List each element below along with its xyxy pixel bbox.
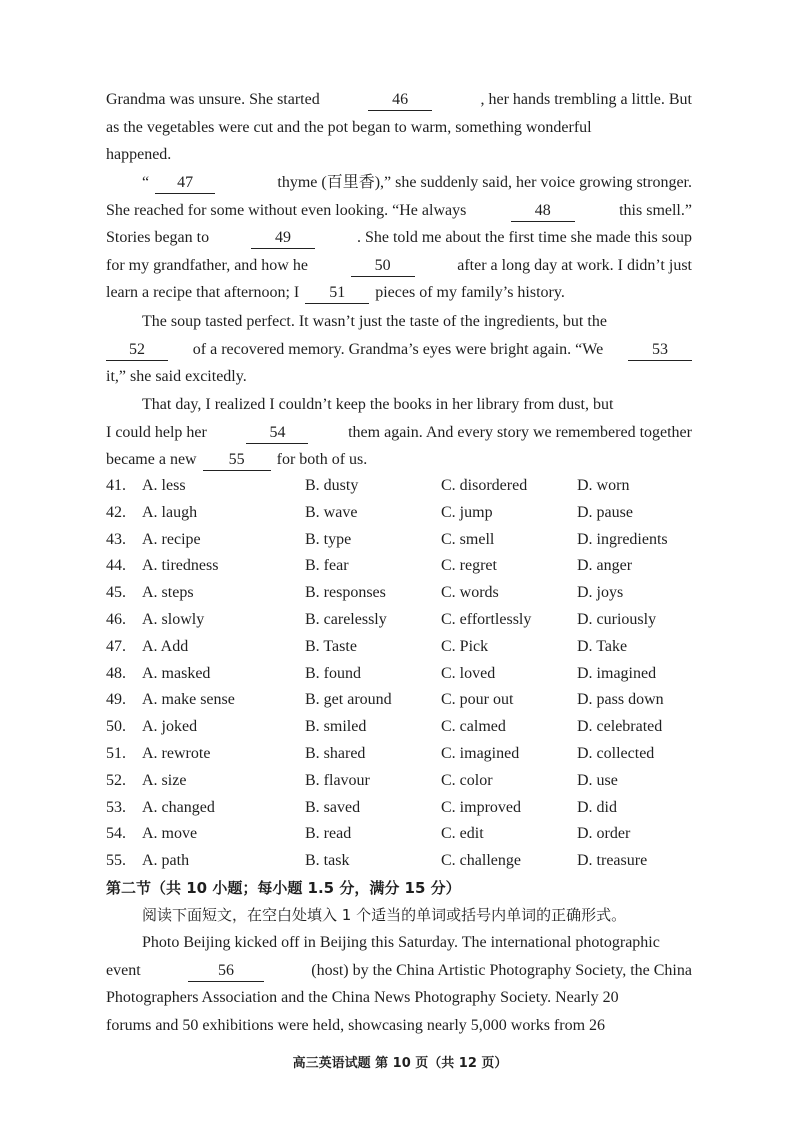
option-c: C. jump — [441, 503, 493, 521]
option-row — [106, 741, 706, 768]
option-d: D. use — [577, 771, 618, 789]
text-segment: event — [106, 961, 141, 979]
passage-paragraph-3 — [106, 308, 692, 391]
text-segment: forums and 50 exhibitions were held, showcasing nearly 5,000 works from 26 — [106, 1016, 606, 1034]
option-a: A. less — [142, 477, 186, 494]
text-line — [106, 224, 692, 252]
question-number: 55. — [106, 852, 126, 870]
text-line — [106, 252, 692, 280]
blank-52: 52 — [106, 340, 168, 361]
question-number: 45. — [106, 584, 126, 602]
option-row — [106, 768, 706, 795]
text-segment: I could help her — [106, 423, 207, 441]
text-line — [106, 141, 692, 169]
option-b: B. read — [305, 825, 352, 843]
question-number: 44. — [106, 557, 126, 575]
option-a: A. tiredness — [142, 557, 219, 575]
option-c: C. words — [441, 584, 499, 602]
text-segment: Grandma was unsure. She started — [106, 91, 320, 108]
option-row — [106, 553, 706, 580]
option-d: D. anger — [577, 557, 633, 575]
option-d: D. curiously — [577, 610, 657, 628]
option-a: A. joked — [142, 718, 198, 736]
option-a: A. masked — [142, 664, 211, 682]
option-c: C. loved — [441, 664, 496, 682]
option-a: A. rewrote — [142, 744, 211, 762]
text-segment: Photographers Association and the China News Photography Society. Nearly 20 — [106, 989, 619, 1007]
option-row — [106, 821, 706, 848]
option-d: D. joys — [577, 584, 624, 602]
question-number: 47. — [106, 637, 126, 655]
option-a: A. changed — [142, 798, 215, 816]
option-b: B. shared — [305, 744, 366, 762]
option-b: B. dusty — [305, 477, 359, 494]
option-c: C. regret — [441, 557, 497, 575]
passage-paragraph-1 — [106, 86, 692, 169]
option-d: D. treasure — [577, 852, 648, 870]
blank-50: 50 — [351, 256, 415, 277]
option-c: C. improved — [441, 798, 521, 816]
blank-56: 56 — [188, 961, 264, 982]
option-c: C. effortlessly — [441, 610, 532, 628]
text-line — [106, 391, 692, 419]
option-d: D. ingredients — [577, 530, 668, 548]
option-b: B. wave — [305, 503, 358, 521]
text-segment: “ — [142, 174, 150, 191]
text-segment: for my grandfather, and how he — [106, 256, 308, 274]
option-d: D. worn — [577, 477, 630, 494]
option-row — [106, 607, 706, 634]
option-a: A. make sense — [142, 691, 235, 709]
option-a: A. recipe — [142, 530, 201, 548]
text-segment: as the vegetables were cut and the pot began to warm, something wonderful — [106, 118, 592, 136]
text-line — [106, 419, 692, 447]
question-number: 43. — [106, 530, 126, 548]
text-segment: . She told me about the first time she made this soup — [356, 229, 692, 247]
option-d: D. Take — [577, 637, 628, 655]
question-number: 52. — [106, 771, 126, 789]
question-number: 50. — [106, 718, 126, 736]
text-segment: became a new — [106, 451, 197, 469]
option-c: C. disordered — [441, 477, 528, 494]
text-line — [106, 363, 692, 391]
blank-49: 49 — [251, 228, 315, 249]
text-segment: learn a recipe that afternoon; I — [106, 284, 300, 302]
option-row — [106, 580, 706, 607]
section-instruction: 阅读下面短文，在空白处填入 1 个适当的单词或括号内单词的正确形式。 — [142, 906, 627, 924]
option-row — [106, 687, 706, 714]
blank-46: 46 — [368, 90, 432, 111]
option-d: D. pass down — [577, 691, 664, 709]
question-number: 46. — [106, 610, 126, 628]
passage-paragraph-2 — [106, 169, 692, 307]
passage-paragraph-4 — [106, 391, 692, 474]
page-footer: 高三英语试题 第 10 页（共 12 页） — [292, 1056, 508, 1071]
text-segment: this smell.” — [619, 201, 692, 219]
text-line — [106, 957, 692, 985]
section-title: 第二节（共 10 小题；每小题 1.5 分，满分 15 分） — [106, 879, 461, 897]
question-number: 53. — [106, 798, 126, 816]
option-row — [106, 848, 706, 875]
option-d: D. imagined — [577, 664, 657, 682]
option-a: A. steps — [142, 584, 194, 602]
option-d: D. order — [577, 825, 631, 843]
option-a: A. move — [142, 825, 198, 843]
text-line — [106, 446, 692, 474]
option-b: B. get around — [305, 691, 392, 709]
option-b: B. smiled — [305, 718, 367, 736]
text-segment: happened. — [106, 146, 172, 164]
text-line — [106, 279, 692, 307]
blank-47: 47 — [155, 173, 215, 194]
text-line — [106, 929, 692, 957]
text-segment: for both of us. — [276, 451, 368, 469]
question-number: 48. — [106, 664, 126, 682]
option-d: D. pause — [577, 503, 633, 521]
text-segment: thyme (百里香),” she suddenly said, her voice growing stronger. — [277, 174, 692, 191]
option-c: C. calmed — [441, 718, 506, 736]
option-b: B. responses — [305, 584, 386, 602]
options-list — [106, 473, 706, 875]
blank-48: 48 — [511, 201, 575, 222]
text-segment: of a recovered memory. Grandma’s eyes were bright again. “We — [192, 340, 604, 358]
text-line — [106, 1012, 692, 1040]
blank-51: 51 — [305, 283, 369, 304]
blank-55: 55 — [203, 450, 271, 471]
question-number: 42. — [106, 503, 126, 521]
option-c: C. pour out — [441, 691, 514, 709]
blank-54: 54 — [246, 423, 308, 444]
option-a: A. Add — [142, 637, 189, 655]
text-segment: Photo Beijing kicked off in Beijing this Saturday. The international photographic — [142, 934, 660, 951]
option-c: C. smell — [441, 530, 495, 548]
text-line — [106, 197, 692, 225]
option-c: C. edit — [441, 825, 484, 843]
question-number: 41. — [106, 477, 126, 494]
option-row — [106, 527, 706, 554]
option-b: B. carelessly — [305, 610, 387, 628]
option-c: C. challenge — [441, 852, 521, 870]
option-b: B. flavour — [305, 771, 370, 789]
option-b: B. Taste — [305, 637, 357, 655]
text-segment: them again. And every story we remembered together — [348, 423, 692, 441]
text-segment: That day, I realized I couldn’t keep the books in her library from dust, but — [142, 396, 614, 413]
option-a: A. slowly — [142, 610, 205, 628]
text-segment: after a long day at work. I didn’t just — [457, 256, 692, 274]
text-segment: (host) by the China Artistic Photography Society, the China — [311, 961, 692, 979]
option-row — [106, 714, 706, 741]
option-d: D. collected — [577, 744, 655, 762]
blank-53: 53 — [628, 340, 692, 361]
option-c: C. Pick — [441, 637, 489, 655]
question-number: 49. — [106, 691, 126, 709]
option-row — [106, 661, 706, 688]
option-d: D. celebrated — [577, 718, 663, 736]
question-number: 51. — [106, 744, 126, 762]
section2-passage — [106, 929, 692, 1039]
option-a: A. size — [142, 771, 187, 789]
text-line — [106, 336, 692, 364]
option-b: B. type — [305, 530, 352, 548]
text-line — [106, 308, 692, 336]
text-segment: pieces of my family’s history. — [375, 284, 565, 302]
option-a: A. laugh — [142, 503, 198, 521]
text-segment: Stories began to — [106, 229, 210, 247]
text-segment: it,” she said excitedly. — [106, 368, 247, 386]
option-b: B. fear — [305, 557, 349, 575]
text-line — [106, 86, 692, 114]
option-c: C. color — [441, 771, 493, 789]
option-row — [106, 795, 706, 822]
option-row — [106, 500, 706, 527]
option-d: D. did — [577, 798, 617, 816]
option-b: B. found — [305, 664, 361, 682]
text-line — [106, 169, 692, 197]
question-number: 54. — [106, 825, 126, 843]
text-segment: She reached for some without even looking. “He always — [106, 201, 467, 219]
text-segment: The soup tasted perfect. It wasn’t just the taste of the ingredients, but the — [142, 313, 607, 330]
option-row — [106, 634, 706, 661]
option-row — [106, 473, 706, 500]
text-segment: , her hands trembling a little. But — [480, 91, 692, 108]
option-b: B. saved — [305, 798, 361, 816]
option-a: A. path — [142, 852, 190, 870]
option-b: B. task — [305, 852, 350, 870]
text-line — [106, 114, 692, 142]
text-line — [106, 984, 692, 1012]
option-c: C. imagined — [441, 744, 520, 762]
